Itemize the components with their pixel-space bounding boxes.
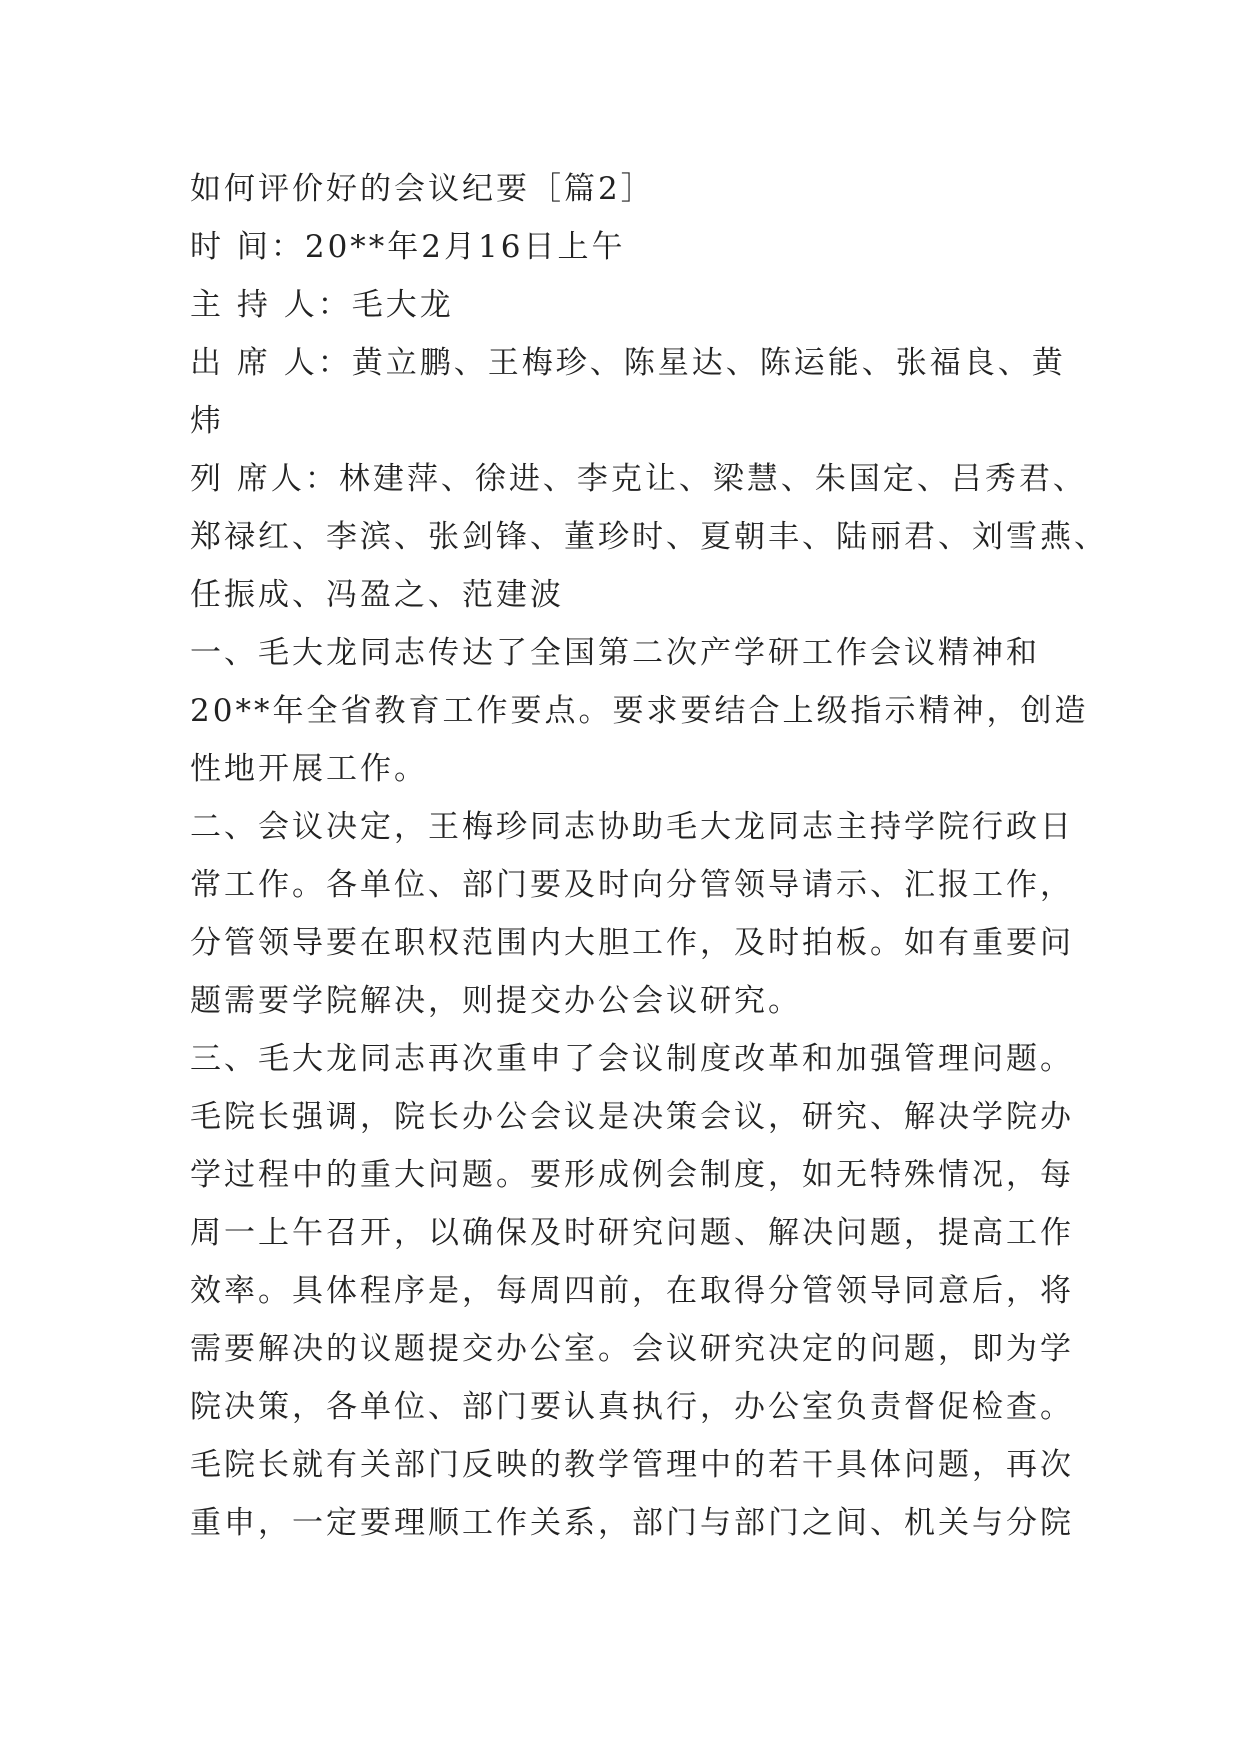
paragraph-3-line-1: 三、毛大龙同志再次重申了会议制度改革和加强管理问题。	[190, 1041, 1074, 1077]
document-title: 如何评价好的会议纪要［篇2］	[190, 171, 655, 207]
paragraph-3-line-7: 院决策，各单位、部门要认真执行，办公室负责督促检查。	[190, 1389, 1074, 1425]
paragraph-3-line-2: 毛院长强调，院长办公会议是决策会议，研究、解决学院办	[190, 1099, 1074, 1135]
paragraph-2-line-1: 二、会议决定，王梅珍同志协助毛大龙同志主持学院行政日	[190, 809, 1074, 845]
paragraph-1-line-2: 20**年全省教育工作要点。要求要结合上级指示精神，创造	[190, 693, 1089, 729]
meeting-time: 时 间：20**年2月16日上午	[190, 229, 626, 265]
paragraph-3-line-6: 需要解决的议题提交办公室。会议研究决定的问题，即为学	[190, 1331, 1074, 1367]
paragraph-1-line-1: 一、毛大龙同志传达了全国第二次产学研工作会议精神和	[190, 635, 1040, 671]
attendees-line-1: 出 席 人：黄立鹏、王梅珍、陈星达、陈运能、张福良、黄	[190, 345, 1066, 381]
paragraph-3-line-3: 学过程中的重大问题。要形成例会制度，如无特殊情况，每	[190, 1157, 1074, 1193]
paragraph-2-line-4: 题需要学院解决，则提交办公会议研究。	[190, 983, 802, 1019]
paragraph-3-line-9: 重申，一定要理顺工作关系，部门与部门之间、机关与分院	[190, 1505, 1074, 1541]
paragraph-3-line-5: 效率。具体程序是，每周四前，在取得分管领导同意后，将	[190, 1273, 1074, 1309]
paragraph-2-line-2: 常工作。各单位、部门要及时向分管领导请示、汇报工作，	[190, 867, 1074, 903]
attendees-line-2: 炜	[190, 403, 224, 439]
paragraph-3-line-4: 周一上午召开，以确保及时研究问题、解决问题，提高工作	[190, 1215, 1074, 1251]
observers-line-1: 列 席人：林建萍、徐进、李克让、梁慧、朱国定、吕秀君、	[190, 461, 1087, 497]
paragraph-1-line-3: 性地开展工作。	[190, 751, 428, 787]
observers-line-3: 任振成、冯盈之、范建波	[190, 577, 564, 613]
document-body	[190, 160, 1108, 1552]
paragraph-2-line-3: 分管领导要在职权范围内大胆工作，及时拍板。如有重要问	[190, 925, 1074, 961]
meeting-host: 主 持 人：毛大龙	[190, 287, 454, 323]
observers-line-2: 郑禄红、李滨、张剑锋、董珍时、夏朝丰、陆丽君、刘雪燕、	[190, 519, 1108, 555]
paragraph-3-line-8: 毛院长就有关部门反映的教学管理中的若干具体问题，再次	[190, 1447, 1074, 1483]
